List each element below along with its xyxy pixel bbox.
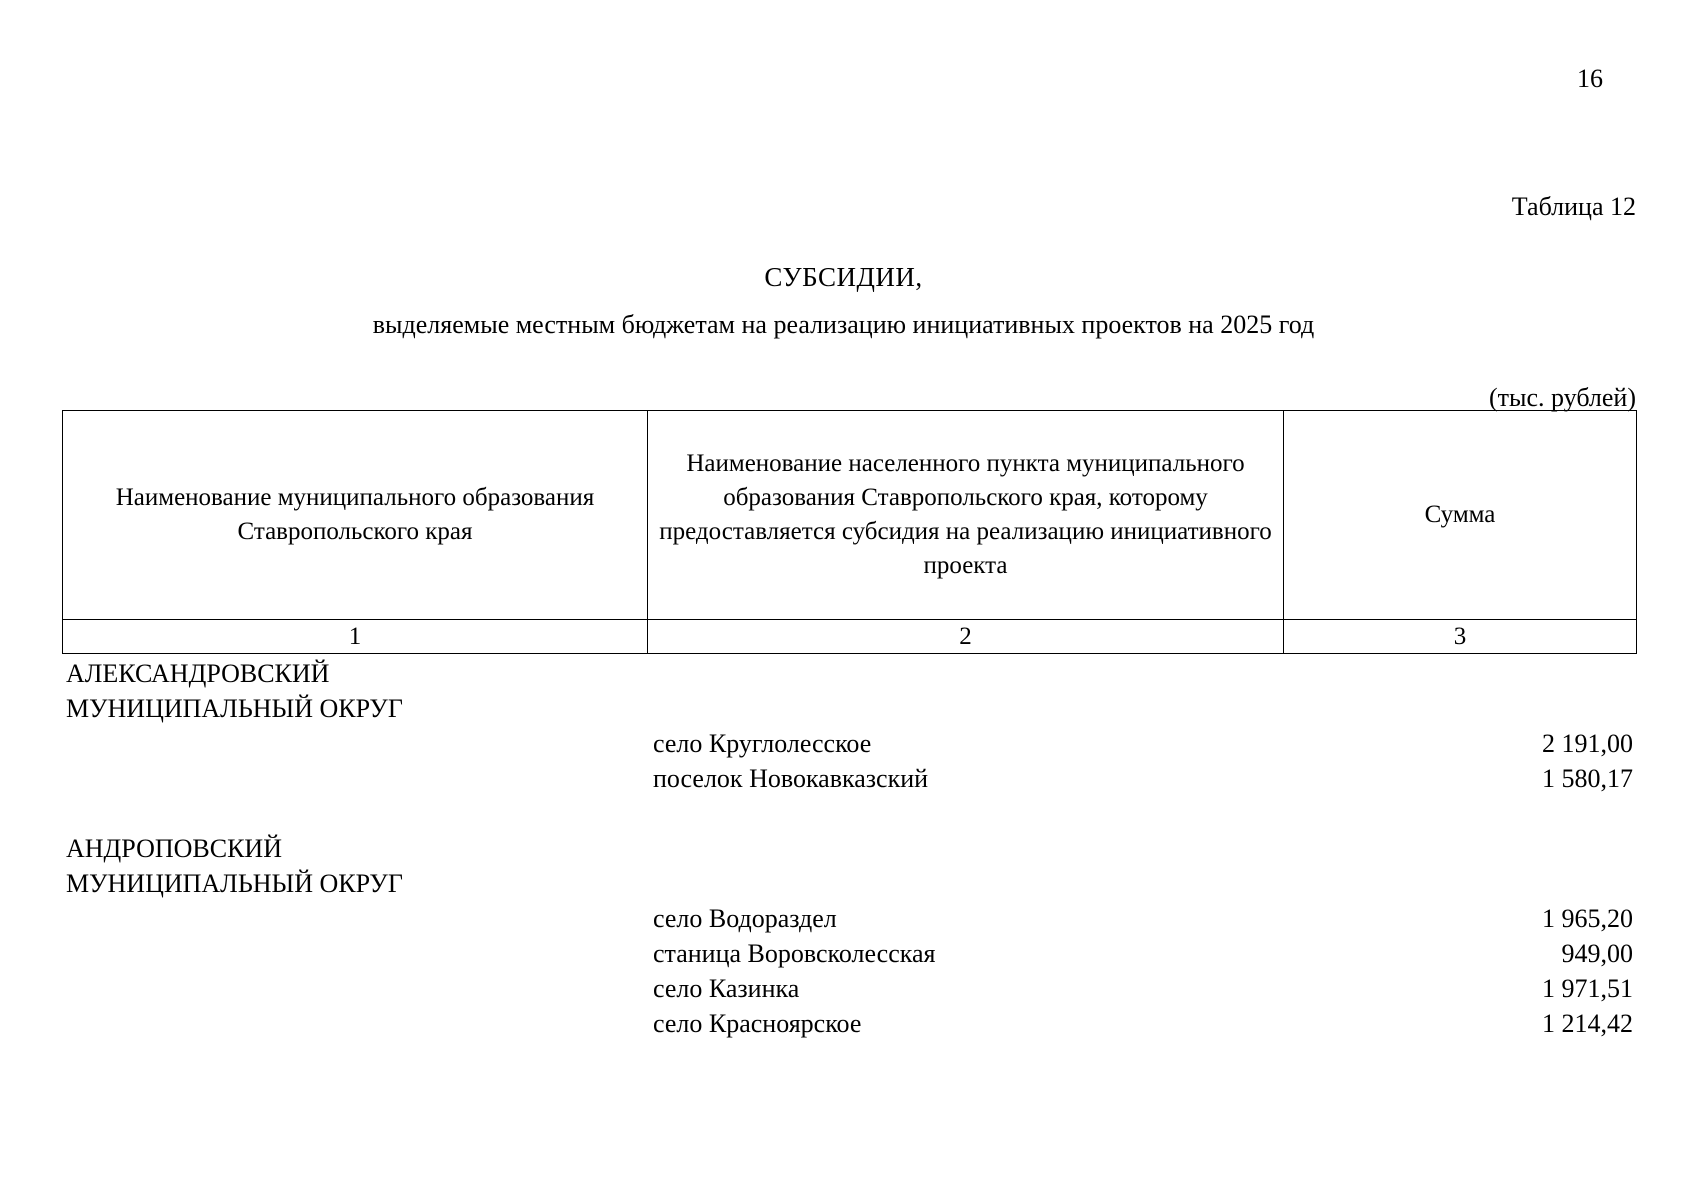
district-row xyxy=(62,831,1636,866)
column-header-settlement: Наименование населенного пункта муниципального образования Ставропольского края, которому предоставляется субсидия на реализацию инициативного проекта xyxy=(648,411,1284,620)
table-row xyxy=(62,971,1636,1006)
amount-value: 1 214,42 xyxy=(1542,1009,1634,1038)
settlement-name: село Казинка xyxy=(653,974,800,1003)
district-row xyxy=(62,656,1636,691)
settlement-name: поселок Новокавказский xyxy=(653,764,929,793)
page-number: 16 xyxy=(1577,64,1603,93)
district-row xyxy=(62,866,1636,901)
amount-value: 1 580,17 xyxy=(1542,764,1634,793)
table-body xyxy=(62,656,1636,1041)
column-number-2: 2 xyxy=(648,620,1284,654)
amount-value: 949,00 xyxy=(1561,939,1634,968)
document-subtitle: выделяемые местным бюджетам на реализацию инициативных проектов на 2025 год xyxy=(372,310,1315,339)
amount-value: 1 971,51 xyxy=(1542,974,1634,1003)
settlement-name: станица Воровсколесская xyxy=(653,939,936,968)
settlement-name: село Круглолесское xyxy=(653,729,872,758)
group-spacer xyxy=(62,796,1636,831)
column-number-3: 3 xyxy=(1284,620,1637,654)
district-name-line1: АЛЕКСАНДРОВСКИЙ xyxy=(66,659,330,688)
table-row xyxy=(62,936,1636,971)
table-row xyxy=(62,761,1636,796)
table-header xyxy=(62,410,1637,654)
settlement-name: село Красноярское xyxy=(653,1009,862,1038)
district-row xyxy=(62,691,1636,726)
district-name-line2: МУНИЦИПАЛЬНЫЙ ОКРУГ xyxy=(66,694,403,723)
settlement-name: село Водораздел xyxy=(653,904,837,933)
table-row xyxy=(62,901,1636,936)
district-name-line2: МУНИЦИПАЛЬНЫЙ ОКРУГ xyxy=(66,869,403,898)
units-label: (тыс. рублей) xyxy=(1488,383,1636,412)
amount-value: 1 965,20 xyxy=(1542,904,1634,933)
document-title: СУБСИДИИ, xyxy=(764,262,923,292)
header-row xyxy=(63,411,1637,620)
column-number-1: 1 xyxy=(63,620,648,654)
column-header-amount: Сумма xyxy=(1284,411,1637,620)
table-label: Таблица 12 xyxy=(1511,192,1636,221)
amount-value: 2 191,00 xyxy=(1542,729,1634,758)
column-header-municipality: Наименование муниципального образования Ставропольского края xyxy=(63,411,648,620)
table-row xyxy=(62,1006,1636,1041)
district-name-line1: АНДРОПОВСКИЙ xyxy=(66,834,282,863)
column-number-row xyxy=(63,620,1637,654)
table-row xyxy=(62,726,1636,761)
